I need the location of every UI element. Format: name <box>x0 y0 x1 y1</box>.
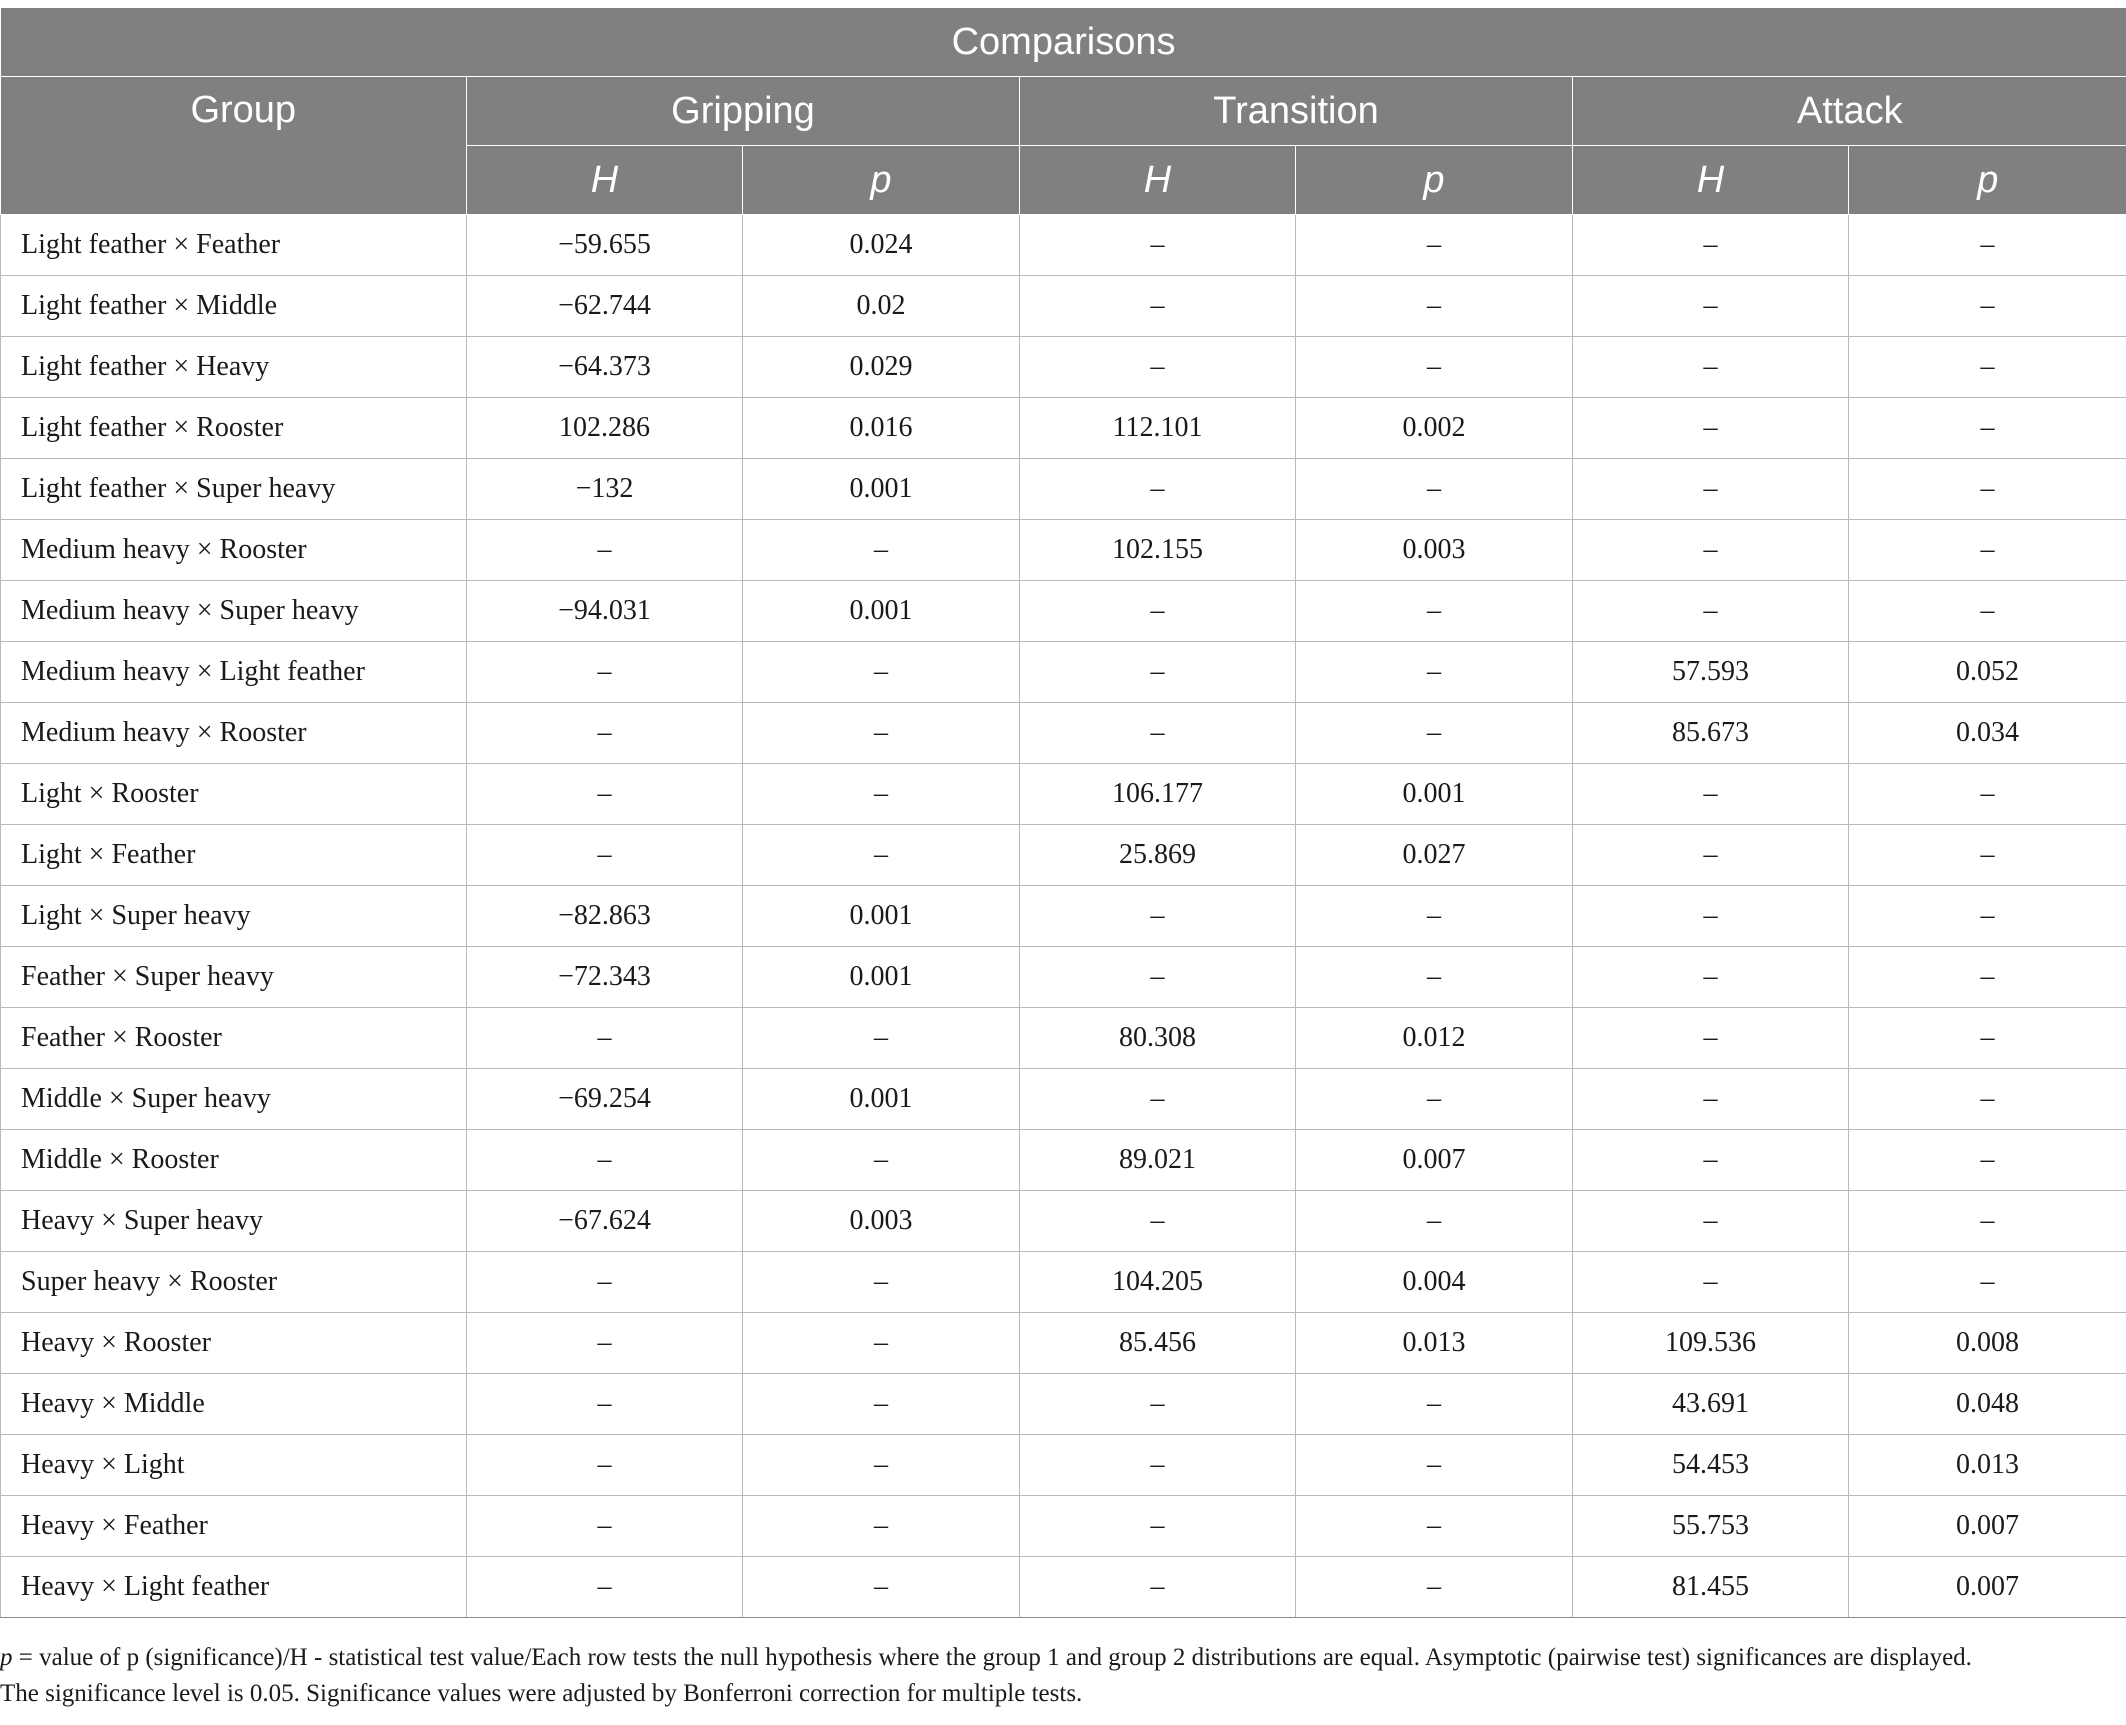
table-row <box>1 764 2126 825</box>
value-cell: – <box>1849 1191 2126 1252</box>
value-cell: 0.02 <box>743 276 1020 337</box>
value-cell: – <box>1020 886 1296 947</box>
value-cell: −67.624 <box>467 1191 743 1252</box>
row-group-label: Middle × Super heavy <box>1 1069 467 1130</box>
value-cell: – <box>1573 337 1849 398</box>
value-cell: −82.863 <box>467 886 743 947</box>
footnote-p-symbol: p <box>0 1644 13 1671</box>
value-cell: 57.593 <box>1573 642 1849 703</box>
value-cell: 112.101 <box>1020 398 1296 459</box>
value-cell: 0.007 <box>1849 1557 2126 1618</box>
value-cell: −64.373 <box>467 337 743 398</box>
row-group-label: Heavy × Rooster <box>1 1313 467 1374</box>
value-cell: 0.001 <box>1296 764 1573 825</box>
value-cell: – <box>1573 947 1849 1008</box>
attack-p-header: p <box>1849 146 2126 215</box>
value-cell: −132 <box>467 459 743 520</box>
gripping-p-header: p <box>743 146 1020 215</box>
table-row <box>1 1130 2126 1191</box>
value-cell: – <box>1020 1557 1296 1618</box>
value-cell: – <box>1849 825 2126 886</box>
value-cell: – <box>1849 1008 2126 1069</box>
value-cell: – <box>1573 1008 1849 1069</box>
value-cell: – <box>1296 703 1573 764</box>
value-cell: – <box>1020 1435 1296 1496</box>
value-cell: – <box>467 520 743 581</box>
table-row <box>1 1008 2126 1069</box>
value-cell: −72.343 <box>467 947 743 1008</box>
value-cell: – <box>1020 337 1296 398</box>
value-cell: – <box>1573 1191 1849 1252</box>
value-cell: – <box>1296 1191 1573 1252</box>
value-cell: – <box>1296 886 1573 947</box>
value-cell: – <box>1296 947 1573 1008</box>
footnote-line-2: The significance level is 0.05. Significance values were adjusted by Bonferroni correction for multiple tests. <box>0 1680 1083 1707</box>
value-cell: – <box>1020 1069 1296 1130</box>
value-cell: −59.655 <box>467 215 743 276</box>
value-cell: – <box>743 1374 1020 1435</box>
transition-h-header: H <box>1020 146 1296 215</box>
value-cell: – <box>1020 459 1296 520</box>
row-group-label: Heavy × Super heavy <box>1 1191 467 1252</box>
table-footnote <box>0 1640 2126 1712</box>
value-cell: 0.007 <box>1296 1130 1573 1191</box>
table-row <box>1 703 2126 764</box>
value-cell: – <box>1573 215 1849 276</box>
value-cell: – <box>1849 947 2126 1008</box>
value-cell: – <box>1849 215 2126 276</box>
value-cell: 0.001 <box>743 1069 1020 1130</box>
value-cell: – <box>743 1313 1020 1374</box>
value-cell: – <box>743 825 1020 886</box>
attack-h-header: H <box>1573 146 1849 215</box>
row-group-label: Medium heavy × Light feather <box>1 642 467 703</box>
value-cell: 25.869 <box>1020 825 1296 886</box>
value-cell: – <box>467 1496 743 1557</box>
value-cell: 0.004 <box>1296 1252 1573 1313</box>
table-row <box>1 886 2126 947</box>
transition-header: Transition <box>1020 77 1573 146</box>
value-cell: 0.027 <box>1296 825 1573 886</box>
comparisons-table-wrapper <box>0 8 2126 1618</box>
value-cell: −62.744 <box>467 276 743 337</box>
value-cell: – <box>1849 520 2126 581</box>
value-cell: – <box>467 1130 743 1191</box>
value-cell: – <box>467 1252 743 1313</box>
value-cell: 0.013 <box>1296 1313 1573 1374</box>
row-group-label: Heavy × Middle <box>1 1374 467 1435</box>
value-cell: – <box>743 642 1020 703</box>
value-cell: 0.007 <box>1849 1496 2126 1557</box>
value-cell: 0.008 <box>1849 1313 2126 1374</box>
row-group-label: Light feather × Rooster <box>1 398 467 459</box>
footnote-line-1-text: = value of p (significance)/H - statistical test value/Each row tests the null hypothesis where the group 1 and group 2 distributions are equal. Asymptotic (pairwise test) significances are displayed. <box>12 1644 1972 1671</box>
value-cell: – <box>1296 1435 1573 1496</box>
value-cell: 0.024 <box>743 215 1020 276</box>
value-cell: 0.048 <box>1849 1374 2126 1435</box>
value-cell: – <box>1296 276 1573 337</box>
value-cell: – <box>1849 764 2126 825</box>
value-cell: – <box>743 1008 1020 1069</box>
value-cell: 80.308 <box>1020 1008 1296 1069</box>
value-cell: −69.254 <box>467 1069 743 1130</box>
value-cell: – <box>467 1557 743 1618</box>
value-cell: 109.536 <box>1573 1313 1849 1374</box>
value-cell: 0.001 <box>743 947 1020 1008</box>
footnote-line-1 <box>0 1640 2126 1676</box>
table-row <box>1 337 2126 398</box>
value-cell: – <box>1296 1496 1573 1557</box>
row-group-label: Heavy × Light <box>1 1435 467 1496</box>
table-row <box>1 1313 2126 1374</box>
table-row <box>1 1435 2126 1496</box>
row-group-label: Light feather × Middle <box>1 276 467 337</box>
value-cell: – <box>1573 520 1849 581</box>
value-cell: 0.012 <box>1296 1008 1573 1069</box>
table-row <box>1 398 2126 459</box>
value-cell: – <box>743 1130 1020 1191</box>
value-cell: 0.034 <box>1849 703 2126 764</box>
value-cell: 0.003 <box>743 1191 1020 1252</box>
value-cell: – <box>467 642 743 703</box>
value-cell: – <box>1020 215 1296 276</box>
comparisons-table <box>0 8 2126 1618</box>
gripping-h-header: H <box>467 146 743 215</box>
value-cell: 0.003 <box>1296 520 1573 581</box>
value-cell: – <box>1849 459 2126 520</box>
value-cell: – <box>1573 459 1849 520</box>
value-cell: – <box>1296 642 1573 703</box>
value-cell: – <box>467 703 743 764</box>
value-cell: 43.691 <box>1573 1374 1849 1435</box>
value-cell: – <box>1020 276 1296 337</box>
value-cell: – <box>1573 581 1849 642</box>
value-cell: 54.453 <box>1573 1435 1849 1496</box>
value-cell: – <box>1573 398 1849 459</box>
value-cell: – <box>743 1496 1020 1557</box>
row-group-label: Light feather × Feather <box>1 215 467 276</box>
value-cell: – <box>467 764 743 825</box>
table-body <box>1 215 2126 1618</box>
value-cell: 85.673 <box>1573 703 1849 764</box>
table-row <box>1 825 2126 886</box>
value-cell: – <box>467 1008 743 1069</box>
value-cell: – <box>1296 215 1573 276</box>
value-cell: 106.177 <box>1020 764 1296 825</box>
value-cell: 81.455 <box>1573 1557 1849 1618</box>
value-cell: – <box>1573 825 1849 886</box>
row-group-label: Light × Rooster <box>1 764 467 825</box>
table-row <box>1 642 2126 703</box>
value-cell: – <box>1020 703 1296 764</box>
table-title: Comparisons <box>1 8 2126 77</box>
row-group-label: Feather × Rooster <box>1 1008 467 1069</box>
row-group-label: Medium heavy × Rooster <box>1 703 467 764</box>
value-cell: – <box>1849 398 2126 459</box>
value-cell: – <box>1573 764 1849 825</box>
value-cell: – <box>1849 1252 2126 1313</box>
value-cell: – <box>1020 1374 1296 1435</box>
value-cell: – <box>1020 581 1296 642</box>
row-group-label: Heavy × Light feather <box>1 1557 467 1618</box>
value-cell: −94.031 <box>467 581 743 642</box>
value-cell: – <box>1296 1557 1573 1618</box>
table-row <box>1 459 2126 520</box>
value-cell: – <box>1020 1496 1296 1557</box>
value-cell: – <box>1849 276 2126 337</box>
value-cell: 0.013 <box>1849 1435 2126 1496</box>
value-cell: 102.286 <box>467 398 743 459</box>
row-group-label: Super heavy × Rooster <box>1 1252 467 1313</box>
row-group-label: Medium heavy × Rooster <box>1 520 467 581</box>
value-cell: – <box>1020 947 1296 1008</box>
value-cell: – <box>467 1313 743 1374</box>
table-row <box>1 581 2126 642</box>
value-cell: – <box>743 1435 1020 1496</box>
table-row <box>1 947 2126 1008</box>
value-cell: – <box>743 703 1020 764</box>
row-group-label: Light feather × Super heavy <box>1 459 467 520</box>
table-row <box>1 1496 2126 1557</box>
row-group-label: Feather × Super heavy <box>1 947 467 1008</box>
transition-p-header: p <box>1296 146 1573 215</box>
value-cell: 104.205 <box>1020 1252 1296 1313</box>
value-cell: – <box>467 1435 743 1496</box>
value-cell: 0.001 <box>743 581 1020 642</box>
value-cell: – <box>1296 1069 1573 1130</box>
value-cell: 55.753 <box>1573 1496 1849 1557</box>
value-cell: – <box>1849 1130 2126 1191</box>
table-row <box>1 520 2126 581</box>
value-cell: – <box>1849 1069 2126 1130</box>
row-group-label: Light × Super heavy <box>1 886 467 947</box>
value-cell: – <box>1296 1374 1573 1435</box>
value-cell: – <box>1849 337 2126 398</box>
value-cell: – <box>1296 459 1573 520</box>
row-group-label: Light feather × Heavy <box>1 337 467 398</box>
value-cell: – <box>1020 1191 1296 1252</box>
table-row <box>1 1557 2126 1618</box>
row-group-label: Light × Feather <box>1 825 467 886</box>
value-cell: – <box>1849 886 2126 947</box>
value-cell: – <box>1020 642 1296 703</box>
table-row <box>1 215 2126 276</box>
value-cell: 89.021 <box>1020 1130 1296 1191</box>
value-cell: – <box>743 1252 1020 1313</box>
value-cell: – <box>1573 886 1849 947</box>
value-cell: – <box>1573 1252 1849 1313</box>
value-cell: 102.155 <box>1020 520 1296 581</box>
value-cell: 0.016 <box>743 398 1020 459</box>
value-cell: – <box>743 520 1020 581</box>
table-row <box>1 276 2126 337</box>
row-group-label: Heavy × Feather <box>1 1496 467 1557</box>
value-cell: – <box>467 825 743 886</box>
table-row <box>1 1069 2126 1130</box>
gripping-header: Gripping <box>467 77 1020 146</box>
row-group-label: Middle × Rooster <box>1 1130 467 1191</box>
value-cell: – <box>1573 1069 1849 1130</box>
value-cell: – <box>1573 276 1849 337</box>
value-cell: 85.456 <box>1020 1313 1296 1374</box>
value-cell: – <box>1849 581 2126 642</box>
table-row <box>1 1374 2126 1435</box>
value-cell: 0.001 <box>743 459 1020 520</box>
attack-header: Attack <box>1573 77 2126 146</box>
value-cell: 0.052 <box>1849 642 2126 703</box>
value-cell: – <box>743 764 1020 825</box>
value-cell: 0.001 <box>743 886 1020 947</box>
value-cell: – <box>1296 581 1573 642</box>
value-cell: – <box>1296 337 1573 398</box>
value-cell: – <box>1573 1130 1849 1191</box>
value-cell: 0.002 <box>1296 398 1573 459</box>
table-row <box>1 1191 2126 1252</box>
value-cell: – <box>467 1374 743 1435</box>
value-cell: 0.029 <box>743 337 1020 398</box>
value-cell: – <box>743 1557 1020 1618</box>
row-group-label: Medium heavy × Super heavy <box>1 581 467 642</box>
group-column-header: Group <box>1 77 467 215</box>
table-row <box>1 1252 2126 1313</box>
